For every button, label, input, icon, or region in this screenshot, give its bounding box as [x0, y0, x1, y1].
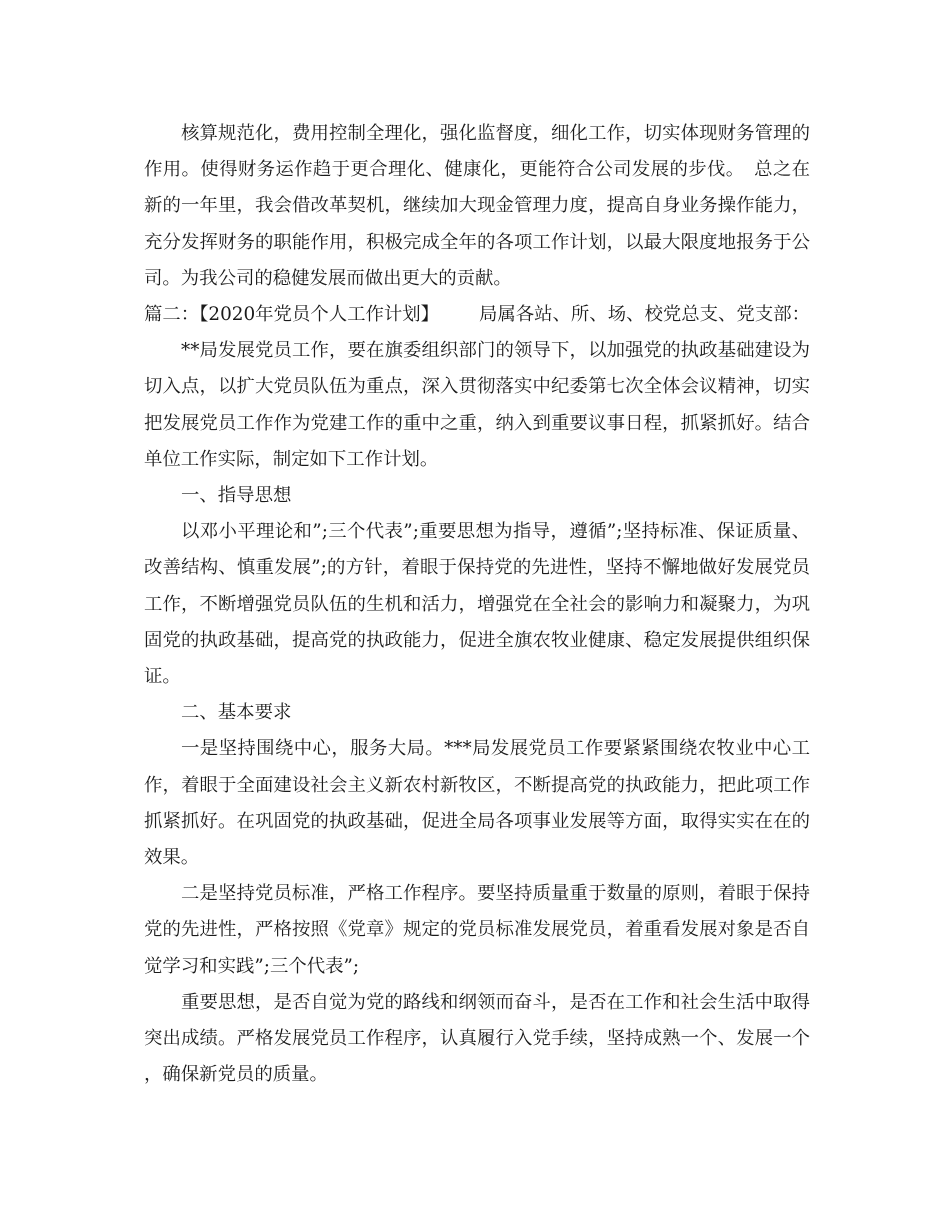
section-title: 篇二：【2020年党员个人工作计划】: [144, 304, 440, 326]
paragraph-requirement-two: 二是坚持党员标准，严格工作程序。要坚持质量重于数量的原则，着眼于保持党的先进性，严格按照《党章》规定的党员标准发展党员，着重看发展对象是否自觉学习和实践”;三个代表”;: [144, 883, 810, 977]
paragraph-intro: **局发展党员工作，要在旗委组织部门的领导下，以加强党的执政基础建设为切入点，以扩大党员队伍为重点，深入贯彻落实中纪委第七次全体会议精神，切实把发展党员工作作为党建工作的重中之重，纳入到重要议事日程，抓紧抓好。结合单位工作实际，制定如下工作计划。: [144, 340, 810, 470]
section-recipients: 局属各站、所、场、校党总支、党支部：: [478, 304, 810, 326]
paragraph-requirement-two-cont: 重要思想，是否自觉为党的路线和纲领而奋斗，是否在工作和社会生活中取得突出成绩。严格发展党员工作程序，认真履行入党手续，坚持成熟一个、发展一个，确保新党员的质量。: [144, 991, 810, 1086]
document-body: [144, 116, 810, 1093]
paragraph-financial-summary: 核算规范化，费用控制全理化，强化监督度，细化工作，切实体现财务管理的作用。使得财务运作趋于更合理化、健康化，更能符合公司发展的步伐。 总之在新的一年里，我会借改革契机，继续加大现金管理力度，提高自身业务操作能力，充分发挥财务的职能作用，积极完成全年的各项工作计划，以最大限度地报务于公司。为我公司的稳健发展而做出更大的贡献。: [144, 123, 810, 289]
section-heading: [144, 297, 810, 333]
paragraph-guiding-ideology: 以邓小平理论和”;三个代表”;重要思想为指导，遵循”;坚持标准、保证质量、改善结构、慎重发展”;的方针，着眼于保持党的先进性，坚持不懈地做好发展党员工作，不断增强党员队伍的生机和活力，增强党在全社会的影响力和凝聚力，为巩固党的执政基础，提高党的执政能力，促进全旗农牧业健康、稳定发展提供组织保证。: [144, 521, 810, 688]
paragraph-requirement-one: 一是坚持围绕中心，服务大局。***局发展党员工作要紧紧围绕农牧业中心工作，着眼于全面建设社会主义新农村新牧区，不断提高党的执政能力，把此项工作抓紧抓好。在巩固党的执政基础，促进全局各项事业发展等方面，取得实实在在的效果。: [144, 738, 810, 869]
heading-guiding-ideology: 一、指导思想: [181, 485, 292, 507]
heading-basic-requirements: 二、基本要求: [181, 702, 292, 724]
